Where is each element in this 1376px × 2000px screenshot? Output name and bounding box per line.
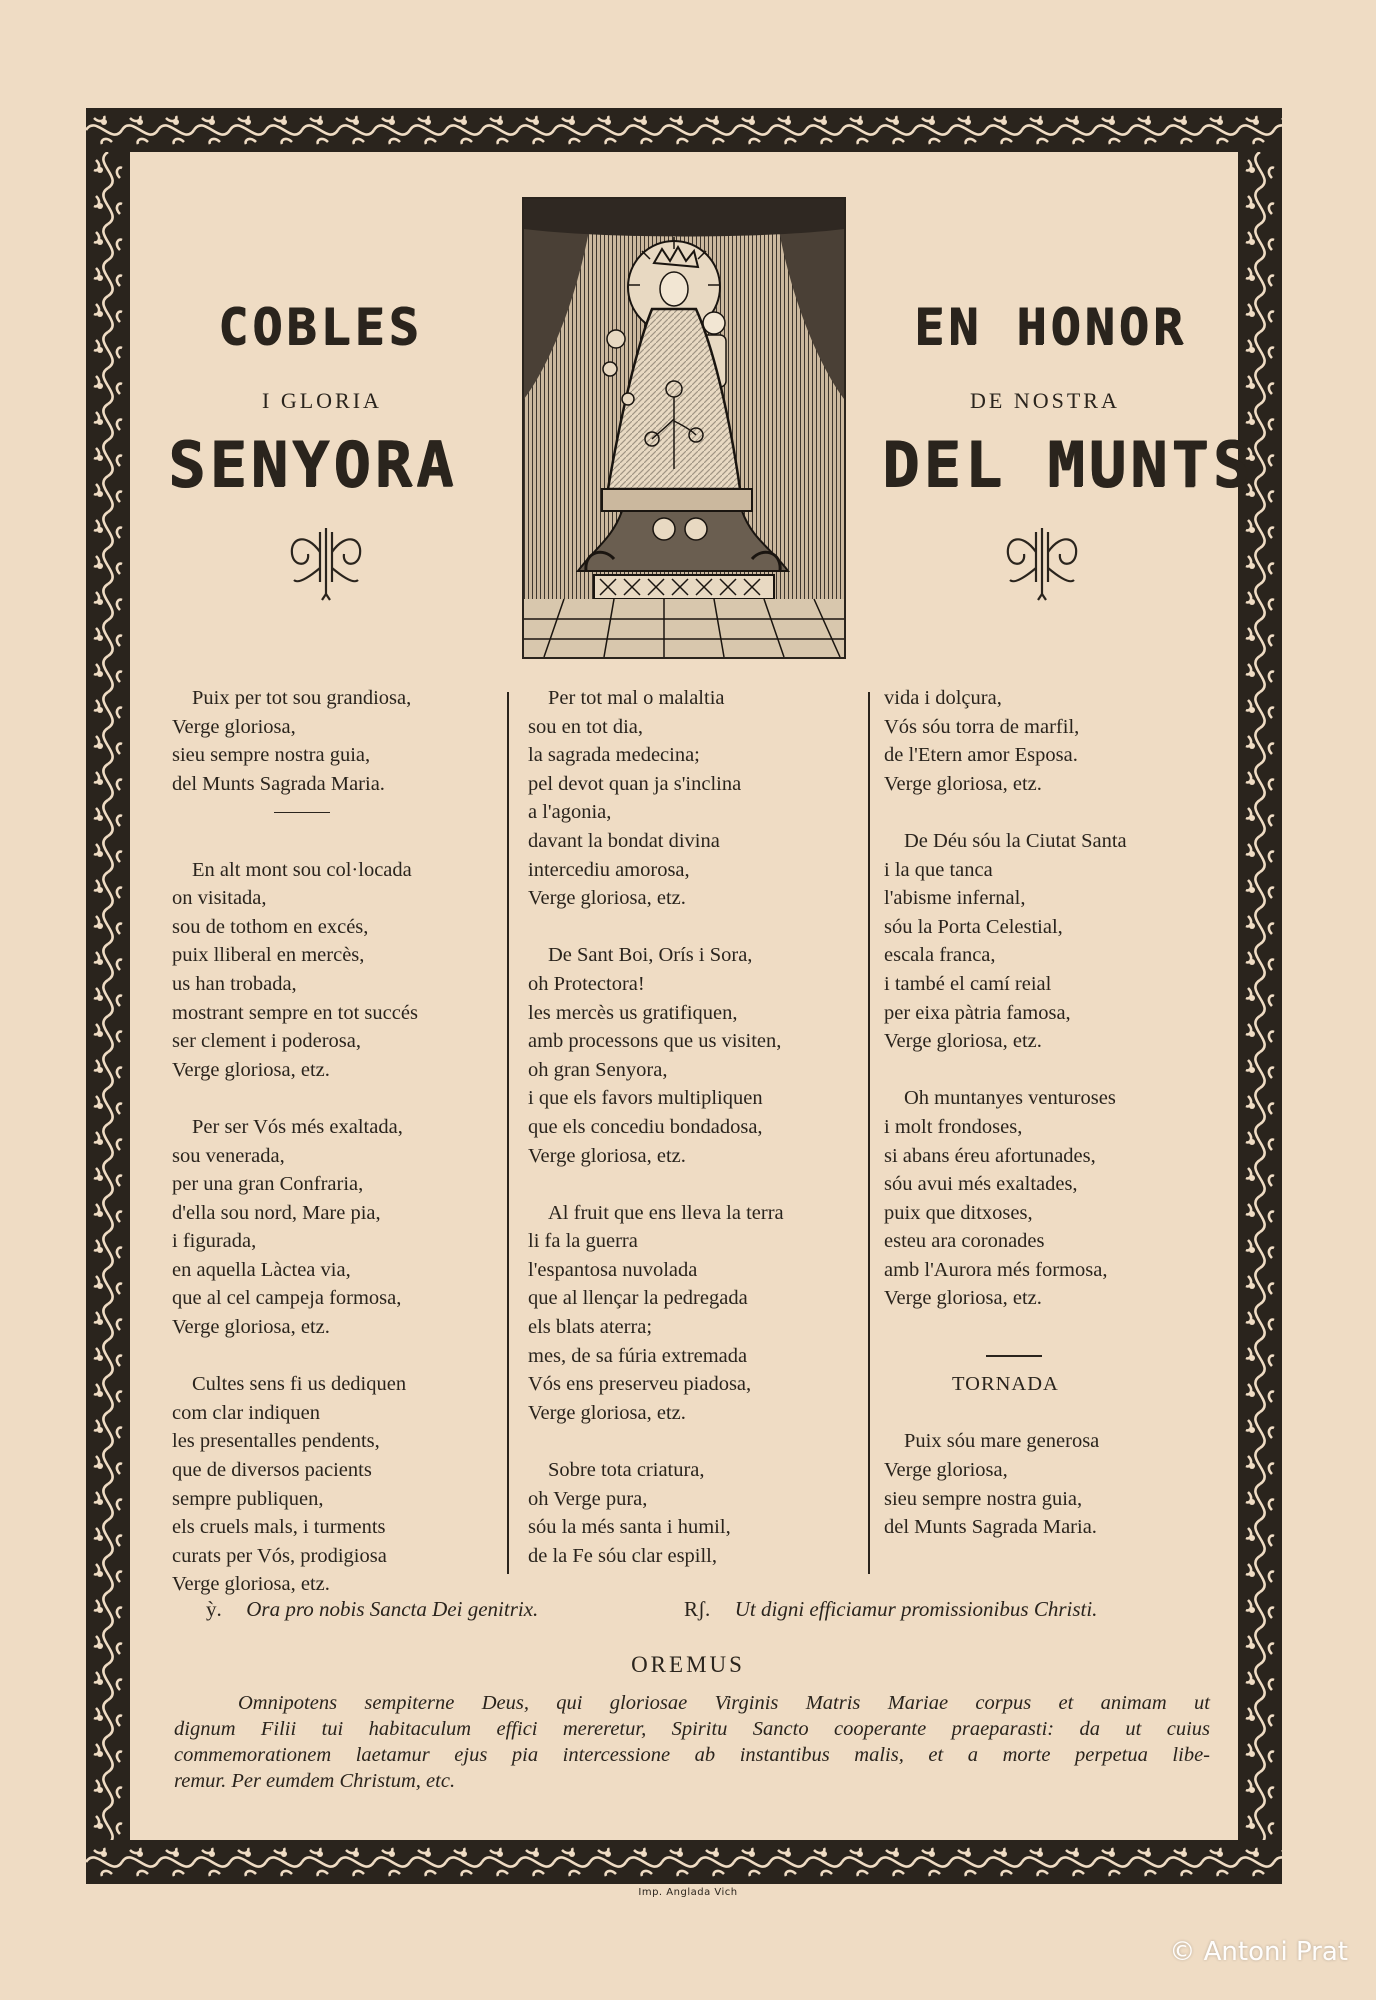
verse-line: que els concediu bondadosa, (528, 1115, 763, 1138)
verse-line: TORNADA (952, 1373, 1059, 1396)
verse-line: sou en tot dia, (528, 715, 644, 738)
verse-line: Puix per tot sou grandiosa, (192, 687, 412, 709)
verse-line: i també el camí reial (884, 972, 1052, 995)
verse-line: mes, de sa fúria extremada (528, 1344, 748, 1367)
verse-line: Verge gloriosa, etz. (528, 1144, 686, 1167)
verse-line: sóu avui més exaltades, (884, 1173, 1078, 1196)
stanza-gap (884, 798, 1214, 827)
verse-line: Per tot mal o malaltia (548, 687, 725, 709)
verse-line: pel devot quan ja s'inclina (528, 772, 742, 795)
border-bottom (86, 1840, 1282, 1884)
verse-line: puix que ditxoses, (884, 1201, 1033, 1224)
column-separator-left (507, 692, 509, 1574)
verse-line: esteu ara coronades (884, 1230, 1045, 1253)
verse-line: i figurada, (172, 1230, 257, 1253)
stanza-gap (884, 1399, 1214, 1428)
fleuron-right-icon (1000, 522, 1084, 602)
verse-line: del Munts Sagrada Maria. (884, 1516, 1097, 1539)
stanza-gap (172, 1084, 502, 1113)
title-cobles: COBLES (218, 298, 423, 356)
title-en-honor: EN HONOR (914, 298, 1187, 356)
verse-line: Vós ens preserveu piadosa, (528, 1373, 752, 1396)
verse-line: sou de tothom en excés, (172, 915, 369, 938)
verse-line: l'abisme infernal, (884, 887, 1026, 910)
prayer-line: commemorationem laetamur ejus pia intercessione ab instantibus malis, et a morte perpetua libe- (174, 1744, 1210, 1766)
stanza-gap (172, 1342, 502, 1371)
verse-line: de l'Etern amor Esposa. (884, 744, 1078, 767)
verse-line: sou venerada, (172, 1144, 285, 1167)
verse-line: oh Protectora! (528, 972, 645, 995)
title-senyora: SENYORA (168, 428, 458, 501)
verse-line: les presentalles pendents, (172, 1430, 380, 1453)
verse-line: Verge gloriosa, etz. (528, 1401, 686, 1424)
response-mark: Rʃ. (684, 1597, 711, 1621)
verse-line: que al cel campeja formosa, (172, 1287, 402, 1310)
verse-line: i la que tanca (884, 858, 993, 881)
verse-line: sóu la més santa i humil, (528, 1516, 731, 1539)
stanza-gap (528, 1170, 858, 1199)
title-del-munts: DEL MUNTS (882, 428, 1254, 501)
verse-line: amb processons que us visiten, (528, 1030, 782, 1053)
verse-line: i molt frondoses, (884, 1115, 1023, 1138)
verse-line: davant la bondat divina (528, 829, 720, 852)
stanza-gap (528, 1427, 858, 1456)
response-line (684, 1597, 1097, 1622)
verse-line: Verge gloriosa, etz. (172, 1058, 330, 1081)
verse-line: a l'agonia, (528, 801, 612, 824)
response-text: Ut digni efficiamur promissionibus Christi. (734, 1597, 1098, 1621)
verse-line: Al fruit que ens lleva la terra (548, 1201, 784, 1224)
versicle-text: Ora pro nobis Sancta Dei genitrix. (246, 1597, 539, 1621)
verse-line: que de diversos pacients (172, 1459, 372, 1482)
verse-line: Sobre tota criatura, (548, 1459, 705, 1482)
verse-line: us han trobada, (172, 972, 297, 995)
verse-line: li fa la guerra (528, 1230, 638, 1253)
verse-line: Per ser Vós més exaltada, (192, 1115, 403, 1138)
verse-line: Verge gloriosa, (884, 1459, 1008, 1482)
verse-line: sieu sempre nostra guia, (172, 744, 371, 767)
verse-line: si abans éreu afortunades, (884, 1144, 1096, 1167)
verse-line: en aquella Làctea via, (172, 1258, 351, 1281)
verse-line: la sagrada medecina; (528, 744, 700, 767)
verse-line: sieu sempre nostra guia, (884, 1487, 1083, 1510)
verse-line: curats per Vós, prodigiosa (172, 1544, 387, 1567)
prayer-line: dignum Filii tui habitaculum effici mereretur, Spiritu Sancto cooperante praeparasti: da ut cuius (174, 1718, 1210, 1740)
verse-line: Verge gloriosa, (172, 715, 296, 738)
verse-line: sempre publiquen, (172, 1487, 324, 1510)
verse-line: els blats aterra; (528, 1316, 653, 1339)
poem-column-right (884, 684, 1214, 1542)
verse-line: Verge gloriosa, etz. (172, 1573, 330, 1596)
verse-line: vida i dolçura, (884, 687, 1002, 709)
column-separator-right (868, 692, 870, 1574)
poem-column-left (172, 684, 502, 1599)
border-top (86, 108, 1282, 152)
verse-line: del Munts Sagrada Maria. (172, 772, 385, 795)
verse-line: l'espantosa nuvolada (528, 1258, 698, 1281)
verse-line: Verge gloriosa, etz. (884, 1287, 1042, 1310)
stanza-gap (884, 1313, 1214, 1342)
copyright-watermark: © Antoni Prat (1169, 1937, 1348, 1967)
printer-imprint: Imp. Anglada Vich (638, 1887, 738, 1898)
verse-line: De Déu sóu la Ciutat Santa (904, 829, 1127, 852)
verse-line: Oh muntanyes venturoses (904, 1087, 1116, 1110)
verse-line: per eixa pàtria famosa, (884, 1001, 1071, 1024)
verse-line: i que els favors multipliquen (528, 1087, 763, 1110)
border-right (1238, 152, 1282, 1840)
verse-line: oh Verge pura, (528, 1487, 648, 1510)
virgin-engraving-image (522, 197, 846, 659)
border-left (86, 152, 130, 1840)
versicle-mark: ỳ. (206, 1597, 222, 1621)
verse-line: Verge gloriosa, etz. (884, 1030, 1042, 1053)
stanza-gap (172, 827, 502, 856)
prayer-line: remur. Per eumdem Christum, etc. (174, 1770, 456, 1792)
verse-line: Verge gloriosa, etz. (172, 1316, 330, 1339)
verse-line: Verge gloriosa, etz. (528, 887, 686, 910)
stanza-divider (172, 798, 432, 827)
verse-line: Puix sóu mare generosa (904, 1430, 1100, 1453)
poem-column-middle (528, 684, 858, 1570)
oremus-prayer (174, 1690, 1210, 1794)
verse-line: de la Fe sóu clar espill, (528, 1544, 718, 1567)
verse-line: De Sant Boi, Orís i Sora, (548, 944, 753, 967)
verse-line: sóu la Porta Celestial, (884, 915, 1063, 938)
oremus-title: OREMUS (631, 1652, 745, 1677)
verse-line: Cultes sens fi us dediquen (192, 1373, 407, 1396)
verse-line: per una gran Confraria, (172, 1173, 364, 1196)
verse-line: ser clement i poderosa, (172, 1030, 361, 1053)
verse-line: els cruels mals, i turments (172, 1516, 386, 1539)
verse-line: on visitada, (172, 887, 267, 910)
verse-line: Verge gloriosa, etz. (884, 772, 1042, 795)
verse-line: puix lliberal en mercès, (172, 944, 365, 967)
verse-line: que al llençar la pedregada (528, 1287, 748, 1310)
verse-line: intercediu amorosa, (528, 858, 690, 881)
verse-line: mostrant sempre en tot succés (172, 1001, 418, 1024)
prayer-line: Omnipotens sempiterne Deus, qui gloriosae Virginis Matris Mariae corpus et animam ut (238, 1692, 1210, 1714)
stanza-divider (884, 1342, 1144, 1371)
verse-line: Vós sóu torra de marfil, (884, 715, 1080, 738)
verse-line: oh gran Senyora, (528, 1058, 668, 1081)
verse-line: En alt mont sou col·locada (192, 858, 412, 881)
verse-line: com clar indiquen (172, 1401, 321, 1424)
subtitle-de-nostra: DE NOSTRA (970, 388, 1120, 413)
stanza-gap (528, 913, 858, 942)
verse-line: les mercès us gratifiquen, (528, 1001, 738, 1024)
verse-line: escala franca, (884, 944, 996, 967)
subtitle-i-gloria: I GLORIA (262, 388, 382, 413)
versicle-line (206, 1597, 538, 1622)
fleuron-left-icon (284, 522, 368, 602)
stanza-gap (884, 1056, 1214, 1085)
verse-line: d'ella sou nord, Mare pia, (172, 1201, 381, 1224)
verse-line: amb l'Aurora més formosa, (884, 1258, 1108, 1281)
